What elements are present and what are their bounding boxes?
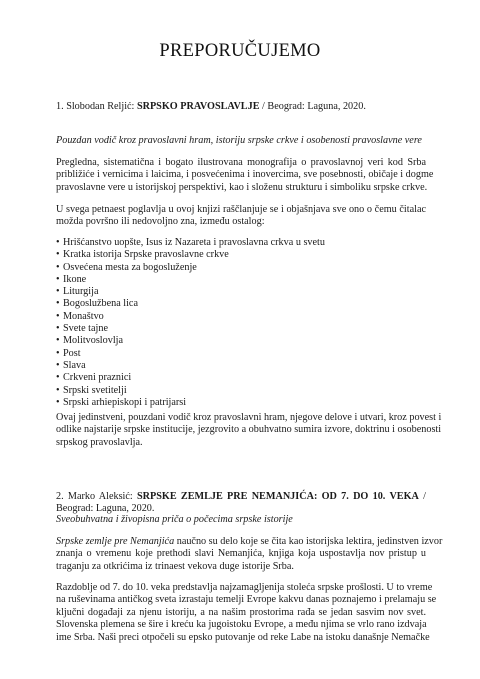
list-item-text: Crkveni praznici [63, 372, 132, 384]
list-item-text: Srpski arhiepiskopi i patrijarsi [63, 396, 187, 408]
bullet-icon: • [56, 286, 60, 298]
paragraph-line: ključni događaji za njenu istoriju, a na našim prostorima rađa se jedan sasvim nov svet. [56, 606, 426, 618]
book2-title-italic: Srpske zemlje pre Nemanjića [56, 536, 175, 547]
paragraph-line: traganju za otkrićima iz trinaest vekova duge istorije Srba. [56, 560, 294, 572]
bullet-icon: • [56, 323, 60, 335]
bullet-icon: • [56, 384, 60, 396]
paragraph-line: Ovaj jedinstveni, pouzdani vodič kroz pravoslavni hram, njegove delove i utvari, kroz povest i [56, 412, 442, 423]
book1-reference [56, 101, 426, 113]
book2-ref-title: SRPSKE ZEMLJE PRE NEMANJIĆA: OD 7. DO 10. VEKA [137, 491, 419, 502]
bullet-icon: • [56, 237, 60, 248]
paragraph-line-rest: naučno su delo koje se čita kao istorijska lektira, jedinstven izvor [174, 536, 443, 547]
bullet-icon: • [56, 273, 60, 285]
book2-tagline-text: Sveobuhvatna i živopisna priča o počecima srpske istorije [56, 514, 293, 525]
book1-paragraph-2 [56, 204, 426, 229]
list-item-text: Svete tajne [63, 323, 108, 335]
paragraph-line: srpskog pravoslavlja. [56, 436, 143, 448]
book1-ref-suffix: / Beograd: Laguna, 2020. [259, 101, 366, 112]
list-item [56, 335, 426, 347]
bullet-icon: • [56, 359, 60, 371]
paragraph-line: Pregledna, sistematična i bogato ilustrovana monografija o pravoslavnoj veri kod Srba [56, 157, 426, 168]
paragraph-line: Slovenska plemena se šire i kreću ka jugoistoku Evrope, a među njima se vrlo rano izdvaja [56, 619, 427, 631]
paragraph-line: Razdoblje od 7. do 10. veka predstavlja najzamagljenija stoleća srpske prošlosti. U to vreme [56, 582, 433, 593]
list-item [56, 237, 426, 249]
list-item [56, 274, 426, 286]
list-item [56, 298, 426, 310]
paragraph-line: znanja o vremenu koje prethodi slavi Nemanjića, knjiga koja uspostavlja nov pristup u [56, 548, 426, 560]
list-item [56, 360, 426, 372]
book2-ref-prefix: 2. Marko Aleksić: [56, 491, 137, 502]
book1-ref-prefix: 1. Slobodan Reljić: [56, 101, 137, 112]
book1-paragraph-1 [56, 157, 434, 194]
list-item-text: Post [63, 347, 81, 359]
paragraph-line: približiće i vernicima i laicima, i posvećenima i inovercima, sve posebnosti, običaje i dogme [56, 169, 434, 181]
paragraph-line: možda površno ili nedovoljno zna, između ostalog: [56, 216, 265, 228]
list-item-text: Osvećena mesta za bogosluženje [63, 261, 197, 273]
paragraph-line: odlike najstarije srpske institucije, jezgrovito a obuhvatno sumira izvore, doktrinu i osobenosti [56, 424, 442, 436]
book2-ref-line-2: Beograd: Laguna, 2020. [56, 503, 155, 515]
page-title: PREPORUČUJEMO [159, 41, 321, 61]
list-item-text: Monaštvo [63, 310, 104, 322]
list-item-text: Srpski svetitelji [63, 384, 127, 396]
book1-topic-list [56, 237, 426, 409]
list-item [56, 311, 426, 323]
bullet-icon: • [56, 261, 60, 273]
book2-paragraph-1 [56, 536, 443, 573]
bullet-icon: • [56, 249, 60, 261]
book2-paragraph-2 [56, 582, 437, 644]
list-item [56, 286, 426, 298]
paragraph-line: U svega petnaest poglavlja u ovoj knjizi raščlanjuje se i objašnjava sve ono o čemu čitalac [56, 204, 426, 215]
list-item [56, 249, 426, 261]
list-item-text: Slava [63, 359, 86, 371]
book1-tagline [56, 135, 426, 147]
bullet-icon: • [56, 310, 60, 322]
list-item [56, 385, 426, 397]
list-item [56, 323, 426, 335]
bullet-icon: • [56, 335, 60, 347]
bullet-icon: • [56, 372, 60, 384]
book2-reference [56, 491, 426, 516]
book1-ref-title: SRPSKO PRAVOSLAVLJE [136, 101, 260, 112]
list-item-text: Hrišćanstvo uopšte, Isus iz Nazareta i pravoslavna crkva u svetu [63, 237, 325, 248]
paragraph-line [56, 536, 443, 548]
book2-ref-suffix: / [418, 491, 426, 502]
book1-tagline-text: Pouzdan vodič kroz pravoslavni hram, istoriju srpske crkve i osobenosti pravoslavne vere [56, 135, 422, 146]
bullet-icon: • [56, 298, 60, 310]
book2-tagline [56, 514, 426, 526]
book1-paragraph-3 [56, 412, 442, 449]
list-item-text: Kratka istorija Srpske pravoslavne crkve [63, 249, 229, 261]
list-item-text: Bogoslužbena lica [63, 298, 138, 310]
list-item [56, 262, 426, 274]
list-item-text: Ikone [63, 273, 87, 285]
list-item [56, 348, 426, 360]
list-item [56, 397, 426, 409]
paragraph-line: na ruševinama antičkog sveta izrastaju temelji Evrope kakvu danas poznajemo i prelamaju se [56, 594, 437, 606]
paragraph-line: pravoslavne vere u istorijskoj perspektivi, kao i složenu strukturu i simboliku srpske crkve. [56, 181, 428, 193]
paragraph-line: ime Srba. Naši preci otpočeli su epsko putovanje od reke Labe na istoku današnje Nemačke [56, 631, 430, 643]
bullet-icon: • [56, 396, 60, 408]
list-item-text: Molitvoslovlja [63, 335, 123, 347]
book2-ref-line-1 [56, 491, 426, 503]
list-item-text: Liturgija [63, 286, 99, 298]
bullet-icon: • [56, 347, 60, 359]
list-item [56, 372, 426, 384]
